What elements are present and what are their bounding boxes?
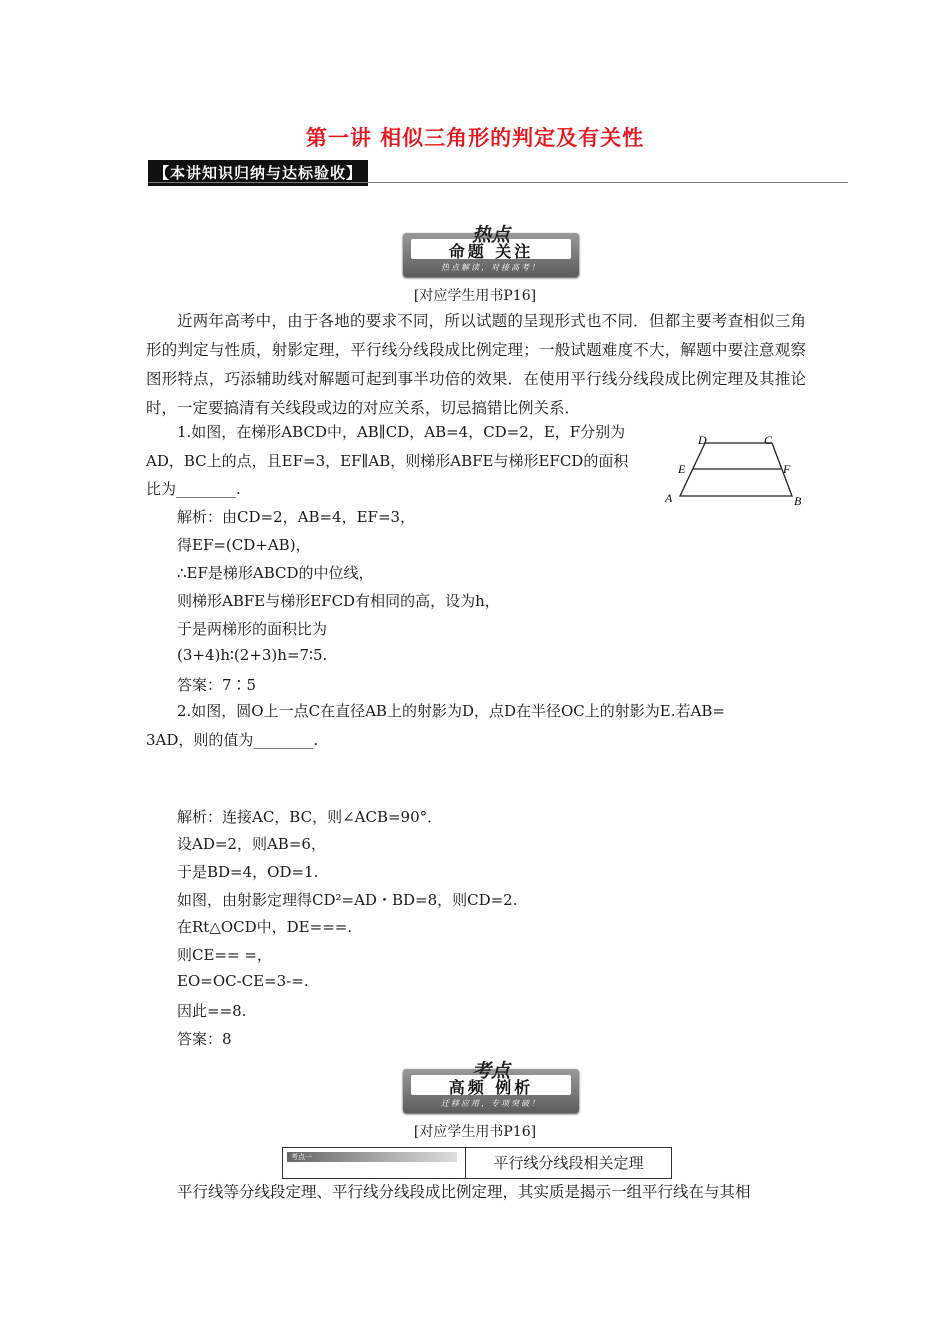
q1-line-2: AD，BC上的点，且EF=3，EF∥AB，则梯形ABFE与梯形EFCD的面积 bbox=[146, 452, 629, 470]
label-b: B bbox=[794, 494, 802, 508]
page-title: 第一讲 相似三角形的判定及有关性 bbox=[305, 126, 645, 150]
label-e: E bbox=[678, 462, 686, 476]
topic-box-left bbox=[283, 1148, 466, 1178]
intro-paragraph: 近两年高考中，由于各地的要求不同，所以试题的呈现形式也不同．但都主要考查相似三角形的判定与性质，射影定理，平行线分线段成比例定理；一般试题难度不大，解题中要注意观察图形特点，巧添辅助线对解题可起到事半功倍的效果．在使用平行线分线段成比例定理及其推论时，一定要搞清有关线段或边的对应关系，切忌搞错比例关系． bbox=[146, 312, 806, 417]
label-c: C bbox=[764, 433, 773, 447]
banner-main-text: 命题 关注 bbox=[448, 242, 534, 261]
header-rule bbox=[148, 182, 848, 183]
topic-title: 平行线分线段相关定理 bbox=[493, 1154, 644, 1172]
frequent-topic-banner bbox=[403, 1060, 579, 1113]
q2-solution-line: 则CE== =， bbox=[177, 946, 272, 964]
q2-solution-line: 解析：连接AC，BC，则∠ACB=90°． bbox=[177, 808, 443, 826]
banner-main-text: 高频 例析 bbox=[448, 1078, 534, 1097]
q2-solution-line: 因此==8. bbox=[177, 1002, 247, 1020]
q1-solution-line: ∴EF是梯形ABCD的中位线， bbox=[177, 564, 374, 582]
q1-solution-line: 于是两梯形的面积比为 bbox=[177, 620, 328, 638]
label-d: D bbox=[698, 433, 707, 447]
topic-tag: 考点一 bbox=[287, 1152, 457, 1162]
q1-solution-line: (3+4)h∶(2+3)h=7∶5. bbox=[177, 646, 328, 664]
q2-solution-line: EO=OC-CE=3-=. bbox=[177, 972, 309, 990]
banner-subtitle: 热点解读，对接高考！ bbox=[441, 263, 541, 272]
q2-solution-line: 在Rt△OCD中，DE===. bbox=[177, 918, 353, 936]
section-tag: 【本讲知识归纳与达标验收】 bbox=[148, 160, 368, 186]
label-f: F bbox=[783, 462, 791, 476]
q1-line-3: 比为________. bbox=[146, 480, 241, 498]
label-a: A bbox=[665, 491, 673, 505]
q1-solution-line: 则梯形ABFE与梯形EFCD有相同的高，设为h， bbox=[177, 592, 500, 610]
q1-solution-line: 得EF=(CD+AB)， bbox=[177, 536, 311, 554]
q2-answer: 答案：8 bbox=[177, 1030, 232, 1048]
book-reference: [对应学生用书P16] bbox=[413, 1124, 537, 1140]
q2-solution-line: 于是BD=4，OD=1. bbox=[177, 863, 319, 881]
trapezoid-figure bbox=[660, 432, 810, 512]
q1-line-1: 1.如图，在梯形ABCD中，AB∥CD，AB=4，CD=2，E，F分别为 bbox=[177, 423, 626, 441]
q2-line-1: 2.如图，圆O上一点C在直径AB上的射影为D，点D在半径OC上的射影为E.若AB= bbox=[177, 702, 725, 720]
q1-answer: 答案：7∶5 bbox=[177, 676, 257, 694]
q1-solution-line: 解析：由CD=2，AB=4，EF=3， bbox=[177, 508, 416, 526]
book-reference: [对应学生用书P16] bbox=[413, 288, 537, 304]
topic-box bbox=[282, 1147, 672, 1179]
banner-hot-text: 热点 bbox=[471, 224, 510, 246]
banner-subtitle: 迁移应用，专项突破！ bbox=[441, 1099, 541, 1108]
q2-solution-line: 如图，由射影定理得CD²=AD・BD=8，则CD=2. bbox=[177, 891, 518, 909]
q2-solution-line: 设AD=2，则AB=6， bbox=[177, 835, 326, 853]
hot-topic-banner bbox=[403, 224, 579, 277]
last-paragraph-line: 平行线等分线段定理、平行线分线段成比例定理，其实质是揭示一组平行线在与其相 bbox=[177, 1183, 751, 1201]
q2-line-2: 3AD，则的值为________. bbox=[146, 731, 319, 749]
banner-hot-text: 考点 bbox=[471, 1060, 510, 1082]
